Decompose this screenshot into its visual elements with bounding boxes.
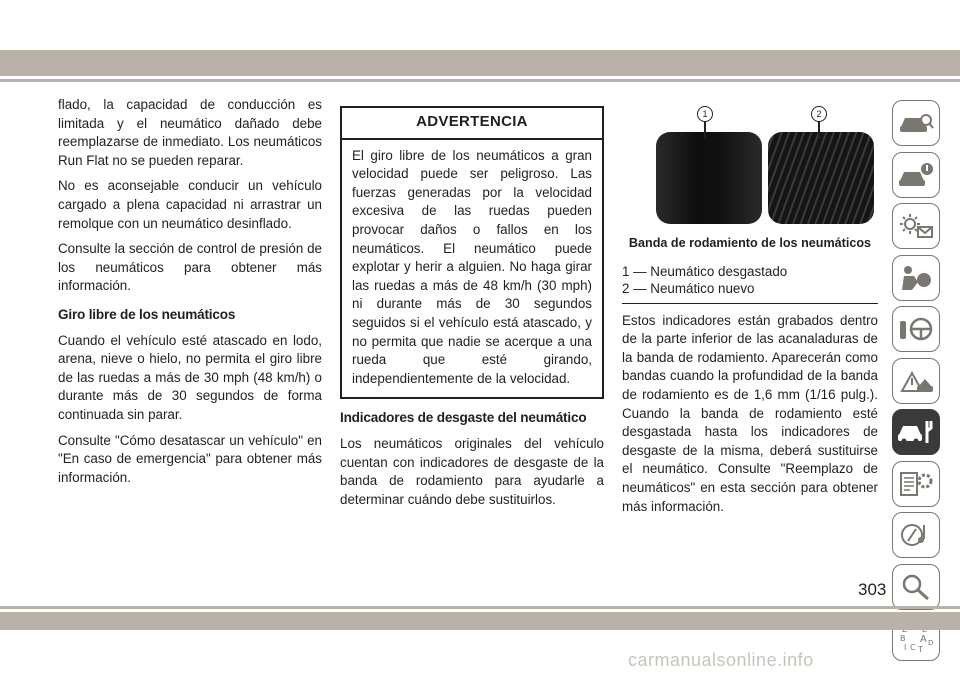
figure-legend [622, 263, 878, 297]
dashboard-lights-icon[interactable] [892, 203, 940, 249]
section-heading: Giro libre de los neumáticos [58, 306, 236, 322]
index-letter: D [928, 639, 934, 647]
paragraph: flado, la capacidad de conducción es limitada y el neumático dañado debe reemplazarse de inmediato. Los neumáticos Run Flat no se pueden reparar. [58, 97, 322, 168]
multimedia-icon[interactable] [892, 512, 940, 558]
index-letter: T [918, 645, 923, 653]
callout-1: 1 [697, 106, 713, 122]
chapter-tabs [892, 100, 944, 667]
column-middle [340, 106, 604, 516]
index-letter: A [920, 634, 927, 645]
legend-item: 2 — Neumático nuevo [622, 280, 755, 296]
paragraph: Estos indicadores están grabados dentro de la parte inferior de las acanaladuras de la banda de rodamiento. Aparecerán como bandas cuando la profundidad de la banda de rodamiento es de 1,6 mm (1/16 pulg.). Cuando la banda de rodamiento esté desgastada hasta los indicadores de desgaste de la misma, deberá sustituirse el neumático. Consulte "Reemplazo de neumáticos" en esta sección para obtener más información. [622, 312, 878, 514]
tire-tread-figure [622, 104, 878, 228]
new-tire-image [768, 132, 874, 224]
worn-tire-image [656, 132, 762, 224]
paragraph: Cuando el vehículo esté atascado en lodo, arena, nieve o hielo, no permita el giro libre de las ruedas a más de 30 mph (48 km/h) o durante más de 30 segundos de forma continuada sin parar. [58, 332, 322, 422]
footer-rule [0, 606, 960, 609]
emergency-icon[interactable] [892, 358, 940, 404]
paragraph: No es aconsejable conducir un vehículo cargado a plena capacidad ni arrastrar un remolque con un neumático desinflado. [58, 178, 322, 231]
safety-icon[interactable] [892, 255, 940, 301]
section-heading: Indicadores de desgaste del neumático [340, 410, 587, 426]
callout-leader [704, 121, 706, 139]
steering-wheel-icon[interactable] [892, 306, 940, 352]
legend-item: 1 — Neumático desgastado [622, 263, 788, 279]
column-right [622, 96, 878, 523]
index-letter: B [900, 634, 906, 643]
car-service-icon[interactable] [892, 409, 940, 455]
figure-caption: Banda de rodamiento de los neumáticos [628, 236, 872, 250]
index-letter: I [904, 643, 907, 652]
search-icon[interactable] [892, 564, 940, 610]
page-number: 303 [858, 580, 887, 599]
warning-text: El giro libre de los neumáticos a gran velocidad puede ser peligroso. Las fuerzas generadas por la velocidad excesiva de las ruedas pueden provocar daños o fallos en los neumáticos. El neumático puede explotar y herir a alguien. No haga girar las ruedas a más de 48 km/h (30 mph) ni durante más de 30 segundos seguidos si el vehículo está atascado, y no permita que nadie se acerque a una rueda que esté girando, independientemente de la velocidad. [352, 147, 592, 386]
callout-2: 2 [811, 106, 827, 122]
warning-title: ADVERTENCIA [342, 108, 602, 140]
car-warning-icon[interactable] [892, 152, 940, 198]
paragraph: Consulte "Cómo desatascar un vehículo" en "En caso de emergencia" para obtener más información. [58, 432, 322, 485]
car-info-icon[interactable] [892, 100, 940, 146]
footer-band [0, 612, 960, 630]
paragraph: Los neumáticos originales del vehículo cuentan con indicadores de desgaste de la banda de rodamiento para ayudarle a determinar cuándo debe sustituirlos. [340, 435, 604, 507]
maintenance-icon[interactable] [892, 461, 940, 507]
column-left [58, 96, 322, 494]
header-band [0, 50, 960, 76]
watermark-text: carmanualsonline.info [628, 650, 814, 670]
legend-rule [622, 303, 878, 304]
paragraph: Consulte la sección de control de presión de los neumáticos para obtener más información. [58, 241, 322, 294]
warning-box [340, 106, 604, 399]
index-letter: C [910, 643, 916, 652]
header-rule [0, 79, 960, 82]
callout-leader [818, 121, 820, 139]
